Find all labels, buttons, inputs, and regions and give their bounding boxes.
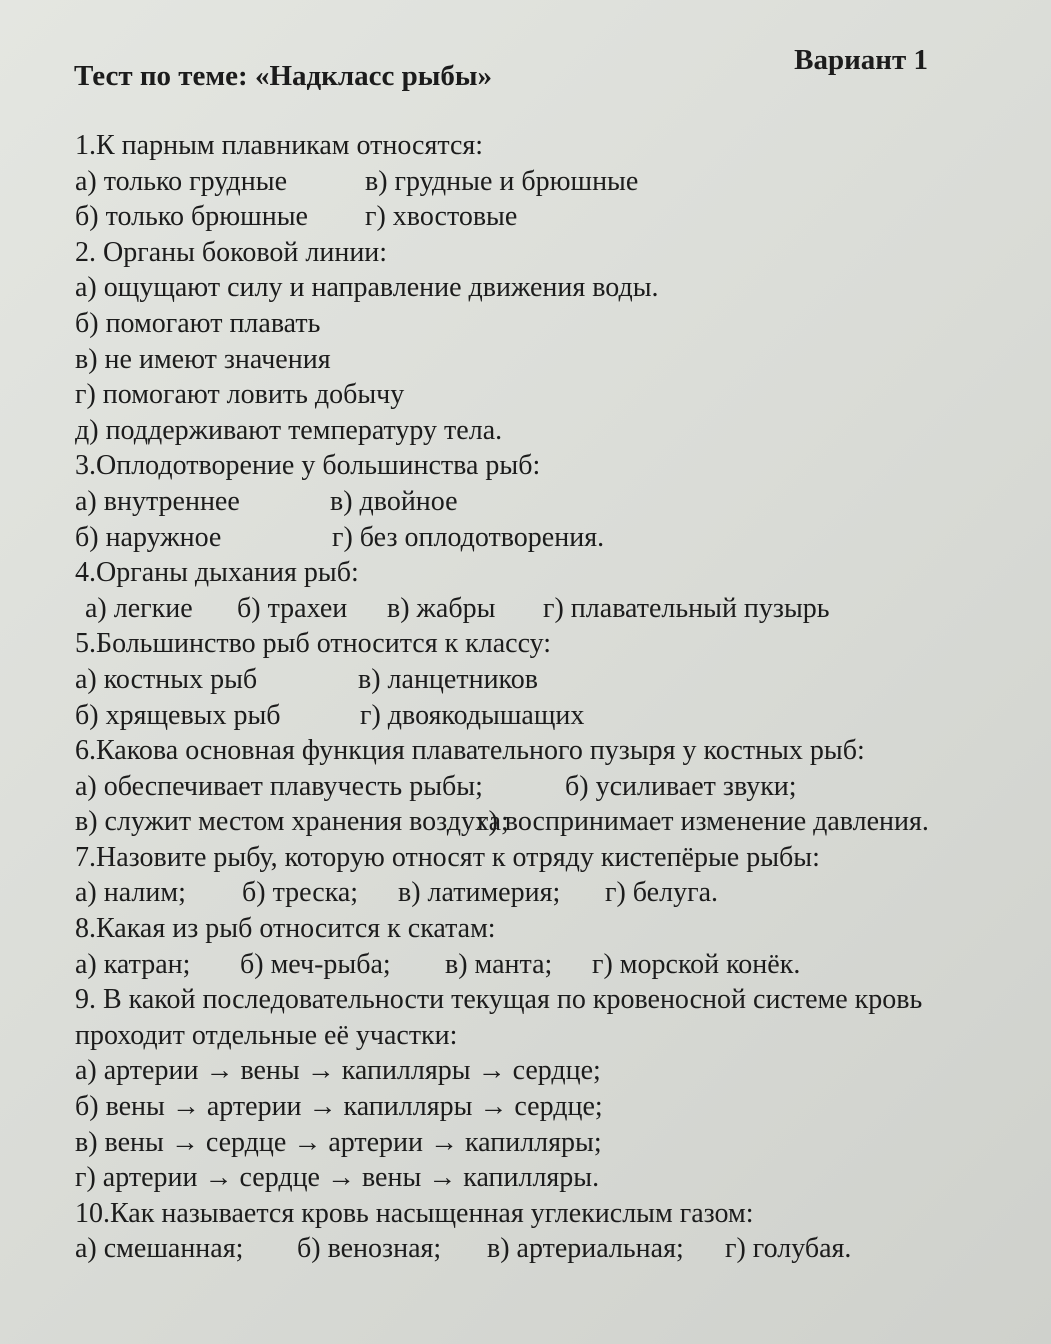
answer-c: в) артериальная; [487, 1233, 684, 1265]
answer-a: а) артерии → вены → капилляры → сердце; [75, 1055, 601, 1087]
answer-a: а) ощущают силу и направление движения воды. [75, 272, 659, 304]
question-4-answers [75, 591, 1020, 627]
question-7-answers [75, 875, 1020, 911]
answer-d: г) артерии → сердце → вены → капилляры. [75, 1162, 600, 1194]
question-3-row-1 [75, 484, 1020, 520]
answer-c: в) латимерия; [398, 877, 561, 909]
question-6-row-2 [75, 804, 1020, 840]
question-5-row-2 [75, 698, 1020, 734]
answer-a: а) внутреннее [75, 485, 240, 517]
answer-d: г) хвостовые [365, 201, 518, 233]
answer-d: г) помогают ловить добычу [75, 379, 405, 411]
answer-d: г) воспринимает изменение давления. [477, 806, 929, 838]
answer-b: б) вены → артерии → капилляры → сердце; [75, 1091, 603, 1123]
answer-c: в) жабры [387, 592, 496, 624]
answer-c: в) служит местом хранения воздуха; [75, 806, 509, 838]
answer-c: в) грудные и брюшные [365, 165, 639, 197]
questions-list [75, 128, 1020, 1267]
page-title: Тест по теме: «Надкласс рыбы» [74, 60, 493, 92]
question-1-row-2 [75, 199, 1020, 235]
question-5-row-1 [75, 662, 1020, 698]
question-4: 4.Органы дыхания рыб: [75, 557, 359, 589]
answer-c: в) вены → сердце → артерии → капилляры; [75, 1126, 602, 1158]
answer-e: д) поддерживают температуру тела. [75, 414, 503, 446]
answer-d: г) двоякодышащих [360, 699, 585, 731]
answer-a: а) легкие [85, 592, 193, 624]
variant-label: Вариант 1 [794, 44, 928, 76]
question-2: 2. Органы боковой линии: [75, 236, 388, 268]
answer-a: а) смешанная; [75, 1233, 244, 1265]
question-5: 5.Большинство рыб относится к классу: [75, 628, 552, 660]
answer-a: а) только грудные [75, 165, 287, 197]
answer-b: б) меч-рыба; [240, 948, 391, 980]
question-3-row-2 [75, 520, 1020, 556]
answer-b: б) треска; [242, 877, 359, 909]
answer-a: а) налим; [75, 877, 186, 909]
question-3: 3.Оплодотворение у большинства рыб: [75, 450, 541, 482]
question-10: 10.Как называется кровь насыщенная углекислым газом: [75, 1197, 754, 1229]
answer-b: б) наружное [75, 521, 222, 553]
answer-c: в) двойное [330, 485, 458, 517]
answer-a: а) катран; [75, 948, 191, 980]
question-10-answers [75, 1231, 1020, 1267]
answer-b: б) хрящевых рыб [75, 699, 281, 731]
question-9: 9. В какой последовательности текущая по кровеносной системе кровь проходит отдельные её участки: [75, 984, 923, 1051]
question-7: 7.Назовите рыбу, которую относят к отряду кистепёрые рыбы: [75, 841, 820, 873]
question-8: 8.Какая из рыб относится к скатам: [75, 913, 496, 945]
answer-a: а) обеспечивает плавучесть рыбы; [75, 770, 483, 802]
question-6: 6.Какова основная функция плавательного пузыря у костных рыб: [75, 735, 865, 767]
answer-d: г) голубая. [725, 1233, 852, 1265]
answer-b: б) трахеи [237, 592, 348, 624]
question-1-row-1 [75, 164, 1020, 200]
answer-b: б) усиливает звуки; [565, 770, 797, 802]
answer-a: а) костных рыб [75, 663, 258, 695]
question-6-row-1 [75, 769, 1020, 805]
answer-d: г) плавательный пузырь [543, 592, 830, 624]
question-1: 1.К парным плавникам относятся: [75, 130, 484, 161]
answer-b: б) только брюшные [75, 201, 308, 233]
answer-b: б) помогают плавать [75, 307, 321, 339]
answer-d: г) белуга. [605, 877, 718, 909]
header [74, 44, 934, 100]
answer-c: в) не имеют значения [75, 343, 331, 375]
answer-c: в) ланцетников [358, 663, 538, 695]
answer-c: в) манта; [445, 948, 553, 980]
answer-b: б) венозная; [297, 1233, 442, 1265]
answer-d: г) морской конёк. [592, 948, 801, 980]
question-8-answers [75, 947, 1020, 983]
answer-d: г) без оплодотворения. [332, 521, 605, 553]
